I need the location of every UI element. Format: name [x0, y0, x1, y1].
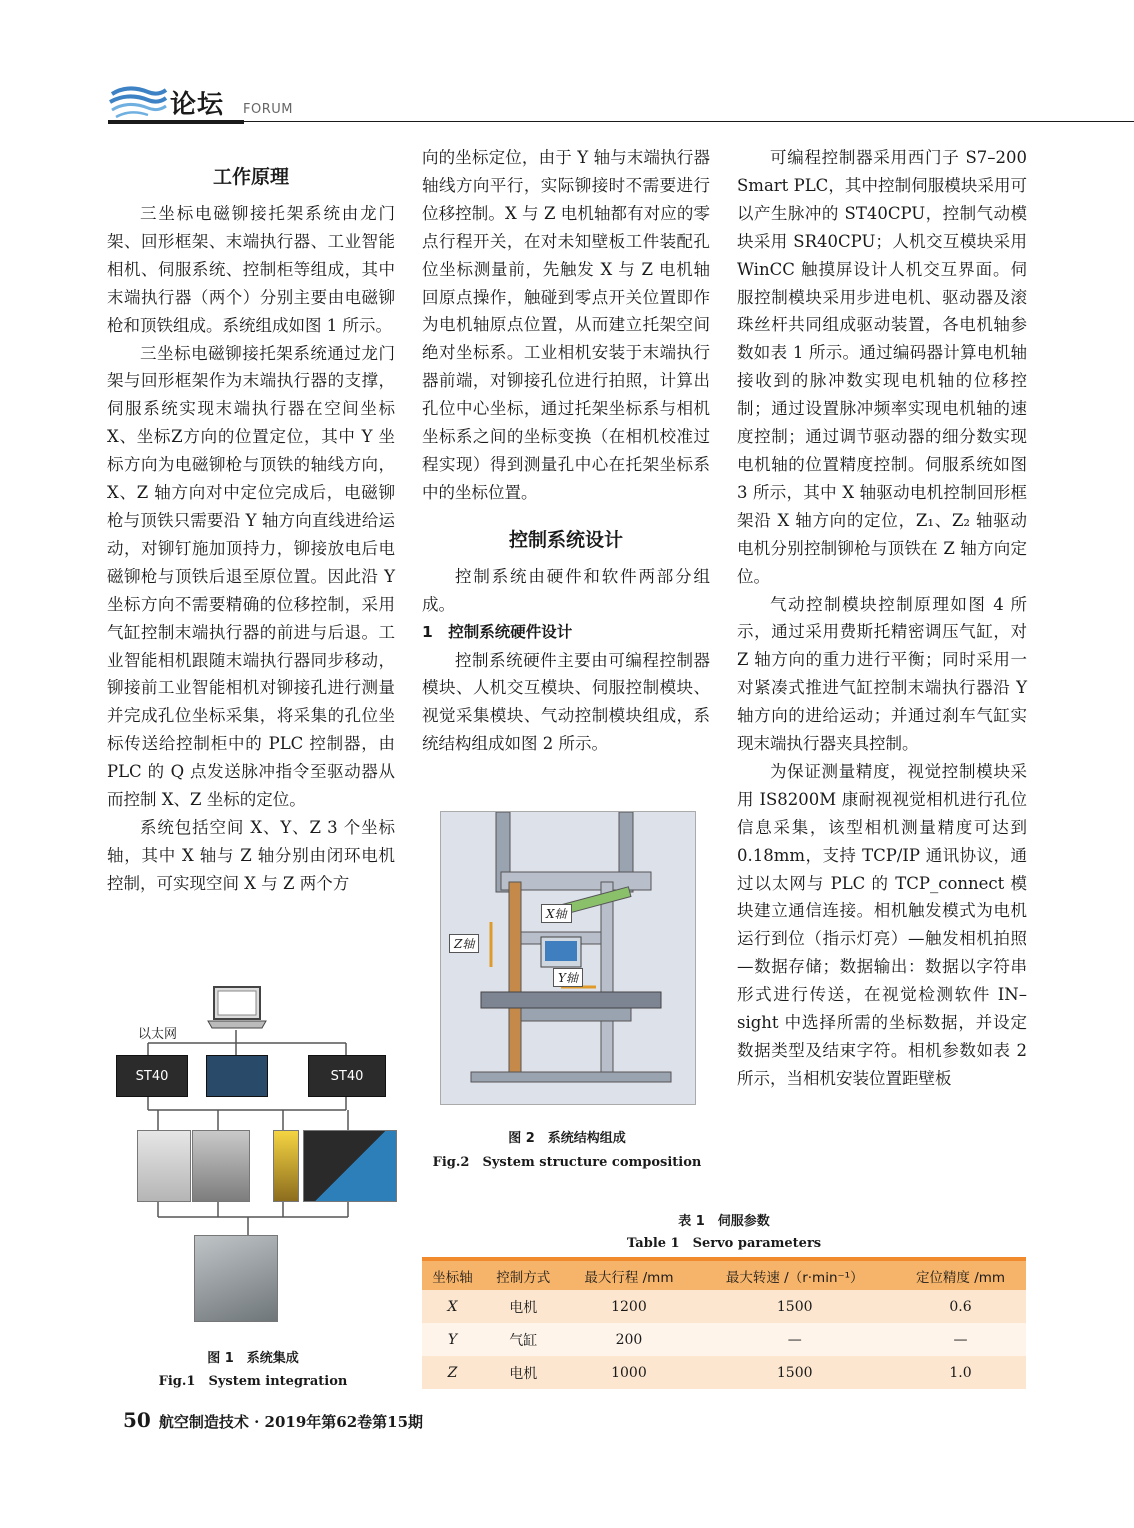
- table-header-row: [422, 1259, 1026, 1290]
- table-header: 最大转速 /（r·min⁻¹）: [694, 1259, 895, 1290]
- table-header: 最大行程 /mm: [563, 1259, 694, 1290]
- cabinet-interior-photo: [192, 1130, 250, 1202]
- table-header: 坐标轴: [422, 1259, 483, 1290]
- table-cell: 气缸: [483, 1323, 563, 1356]
- table-cell: 0.6: [895, 1290, 1026, 1323]
- end-effector-photo: [194, 1235, 278, 1322]
- table-cell: —: [895, 1323, 1026, 1356]
- heading-control-system-design: 控制系统设计: [508, 528, 623, 551]
- figure-1-caption-en: Fig.1 System integration: [158, 1374, 348, 1389]
- header-rule: [108, 120, 244, 124]
- paragraph: 控制系统硬件主要由可编程控制器模块、人机交互模块、伺服控制模块、视觉采集模块、气动控制模块组成，系统结构组成如图 2 所示。: [422, 650, 710, 754]
- servo-parameters-table: [422, 1257, 1026, 1389]
- paragraph: 控制系统由硬件和软件两部分组成。: [422, 566, 710, 614]
- paragraph: 三坐标电磁铆接托架系统由龙门架、回形框架、末端执行器、工业智能相机、伺服系统、控制柜等组成，其中末端执行器（两个）分别主要由电磁铆枪和顶铁组成。系统组成如图 1 所示。: [107, 204, 395, 335]
- table-row: [422, 1356, 1026, 1389]
- page-number: 50: [123, 1408, 151, 1432]
- column-2: [422, 144, 710, 758]
- subheading-hardware: 1 控制系统硬件设计: [422, 622, 573, 641]
- gantry-structure-illustration: [441, 812, 695, 1104]
- table-cell: 200: [563, 1323, 694, 1356]
- figure-2-system-structure: [440, 811, 696, 1105]
- journal-info: 航空制造技术 · 2019年第62卷第15期: [158, 1413, 424, 1431]
- heading-working-principle: 工作原理: [212, 166, 289, 188]
- paragraph: 为保证测量精度，视觉控制模块采用 IS8200M 康耐视视觉相机进行孔位信息采集，该型相机测量精度可达到 0.18mm，支持 TCP/IP 通讯协议，通过以太网与 PLC 的 TCP_connect 模块建立通信连接。相机触发模式为电机运行到位（指示灯亮）—触发相机拍照—数据存储；数据输出：数据以字符串形式进行传送，在视觉检测软件 IN–sight 中选择所需的坐标数据，并设定数据类型及结束字符。相机参数如表 2 所示，当相机安装位置距壁板: [737, 761, 1027, 1088]
- paragraph: 三坐标电磁铆接托架系统通过龙门架与回形框架作为末端执行器的支撑，伺服系统实现末端执行器在空间坐标X、坐标Z方向的位置定位，其中 Y 坐标方向为电磁铆枪与顶铁的轴线方向，X、Z 轴方向对中定位完成后，电磁铆枪与顶铁只需要沿 Y 轴方向直线进给运动，对铆钉施加顶持力，铆接放电后电磁铆枪与顶铁后退至原位置。因此沿 Y 坐标方向不需要精确的位移控制，采用气缸控制末端执行器的前进与后退。工业智能相机跟随末端执行器同步移动，铆接前工业智能相机对铆接孔进行测量并完成孔位坐标采集，将采集的孔位坐标传送给控制柜中的 PLC 控制器，由 PLC 的 Q 点发送脉冲指令至驱动器从而控制 X、Z 坐标的定位。: [107, 343, 395, 810]
- figure-1-caption-cn: 图 1 系统集成: [207, 1351, 299, 1366]
- column-1: [107, 160, 395, 898]
- column-3: [737, 144, 1027, 1093]
- plc-st40-left: [116, 1055, 188, 1097]
- laptop-icon: [206, 985, 268, 1030]
- plc-st40-right: [308, 1055, 386, 1097]
- paragraph: 可编程控制器采用西门子 S7–200 Smart PLC，其中控制伺服模块采用可以产生脉冲的 ST40CPU，控制气动模块采用 SR40CPU；人机交互模块采用 WinCC 触摸屏设计人机交互界面。伺服控制模块采用步进电机、驱动器及滚珠丝杆共同组成驱动装置，各电机轴参数如表 1 所示。通过编码器计算电机轴接收到的脉冲数实现电机轴的位移控制；通过设置脉冲频率实现电机轴的速度控制；通过调节驱动器的细分数实现电机轴的位置精度控制。伺服系统如图 3 所示，其中 X 轴驱动电机控制回形框架沿 X 轴方向的定位，Z₁、Z₂ 轴驱动电机分别控制铆枪与顶铁在 Z 轴方向定位。: [737, 148, 1027, 586]
- servo-motor-photo: [303, 1130, 397, 1202]
- table-cell: Z: [422, 1356, 483, 1389]
- table-cell: Y: [422, 1323, 483, 1356]
- plc-label: ST40: [330, 1068, 364, 1084]
- table-cell: X: [422, 1290, 483, 1323]
- table-cell: 1.0: [895, 1356, 1026, 1389]
- table-row: [422, 1323, 1026, 1356]
- table-1-caption-cn: 表 1 伺服参数: [678, 1214, 770, 1229]
- header-rule-thin: [244, 121, 1134, 122]
- figure-2-caption-en: Fig.2 System structure composition: [432, 1155, 702, 1170]
- table-row: [422, 1290, 1026, 1323]
- paragraph: 向的坐标定位，由于 Y 轴与末端执行器轴线方向平行，实际铆接时不需要进行位移控制。X 与 Z 电机轴都有对应的零点行程开关，在对未知壁板工件装配孔位坐标测量前，先触发 X 与 Z 电机轴回原点操作，触碰到零点开关位置即作为电机轴原点位置，从而建立托架空间绝对坐标系。工业相机安装于末端执行器前端，对铆接孔位进行拍照，计算出孔位中心坐标，通过托架坐标系与相机坐标系之间的坐标变换（在相机校准过程实现）得到测量孔中心在托架坐标系中的坐标位置。: [422, 148, 710, 502]
- table-header: 控制方式: [483, 1259, 563, 1290]
- ethernet-label: 以太网: [138, 1027, 178, 1042]
- table-cell: 电机: [483, 1290, 563, 1323]
- table-1-caption-en: Table 1 Servo parameters: [626, 1236, 822, 1251]
- x-axis-label: X轴: [541, 904, 572, 923]
- table-cell: 1500: [694, 1356, 895, 1389]
- plc-label: ST40: [135, 1068, 169, 1084]
- forum-logo-icon: [108, 82, 168, 122]
- section-title: 论坛: [170, 90, 225, 120]
- paragraph: 系统包括空间 X、Y、Z 3 个坐标轴，其中 X 轴与 Z 轴分别由闭环电机控制，可实现空间 X 与 Z 两个方: [107, 817, 395, 893]
- z-axis-label: Z轴: [449, 934, 479, 953]
- table-header: 定位精度 /mm: [895, 1259, 1026, 1290]
- table-cell: 1200: [563, 1290, 694, 1323]
- section-title-en: FORUM: [243, 102, 293, 117]
- figure-1-system-integration: [108, 985, 398, 1325]
- page-footer: [123, 1408, 423, 1432]
- table-cell: 电机: [483, 1356, 563, 1389]
- camera-photo: [273, 1130, 299, 1202]
- y-axis-label: Y轴: [553, 968, 583, 987]
- table-cell: 1500: [694, 1290, 895, 1323]
- table-cell: —: [694, 1323, 895, 1356]
- table-cell: 1000: [563, 1356, 694, 1389]
- touchscreen-hmi: [206, 1055, 268, 1097]
- paragraph: 气动控制模块控制原理如图 4 所示，通过采用费斯托精密调压气缸，对 Z 轴方向的重力进行平衡；同时采用一对紧凑式推进气缸控制末端执行器沿 Y 轴方向的进给运动；并通过刹车气缸实现末端执行器夹具控制。: [737, 594, 1027, 754]
- control-cabinet-photo: [137, 1130, 191, 1202]
- figure-2-caption-cn: 图 2 系统结构组成: [508, 1131, 626, 1146]
